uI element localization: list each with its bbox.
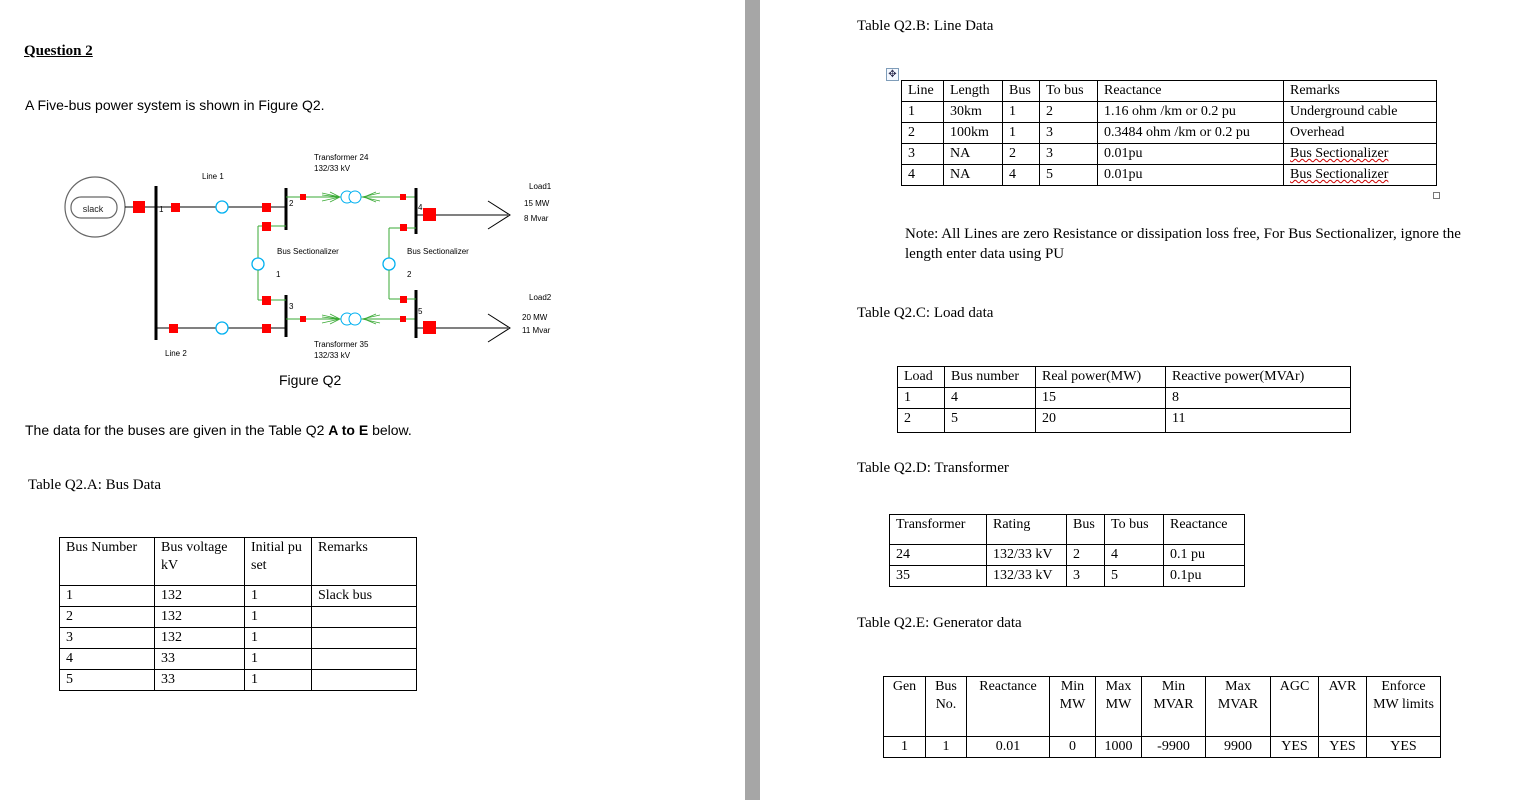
data-note-pre: The data for the buses are given in the Table Q2 [25,422,329,438]
table-row [60,628,417,649]
data-note-post: below. [368,422,412,438]
table-cell: 0.01pu [1098,165,1284,186]
breaker [423,208,436,221]
table-cell: 0.1pu [1164,566,1245,587]
bus-data-table [59,537,417,691]
table-cell: 1 [245,649,312,670]
table-cell: 132 [155,607,245,628]
five-bus-diagram [55,145,575,375]
table-cell: 0 [1050,737,1096,758]
table-header-cell: Min MVAR [1142,677,1206,737]
load-1-name: Load1 [529,182,552,191]
table-cell: 8 [1166,388,1351,409]
transformer-table [889,514,1245,587]
table-header-cell: Line [902,81,944,102]
table-cell: 9900 [1206,737,1271,758]
sectionalizer-2-symbol [383,258,395,270]
table-a-title: Table Q2.A: Bus Data [28,477,162,493]
table-header-cell: Bus [1067,515,1105,545]
table-cell-text: Bus Sectionalizer [1290,146,1389,161]
breaker [400,296,407,303]
intro-text: A Five-bus power system is shown in Figure Q2. [25,97,325,113]
bus-3-number: 3 [289,302,294,311]
table-cell: 35 [890,566,987,587]
table-cell: 4 [945,388,1036,409]
table-header-cell: Bus Number [60,538,155,586]
table-cell [312,628,417,649]
breaker [262,222,271,231]
data-note-bold: A to E [328,422,369,438]
line-1-sectionalizer [216,201,228,213]
table-d-title: Table Q2.D: Transformer [857,460,1009,476]
table-header-cell: Remarks [312,538,417,586]
table-cell: 0.01pu [1098,144,1284,165]
table-header-cell: Max MW [1096,677,1142,737]
table-row [890,545,1245,566]
transformer-24-name: Transformer 24 [314,153,369,162]
page-gap [745,0,760,800]
table-cell: YES [1319,737,1367,758]
sectionalizer-1-symbol [252,258,264,270]
table-header-cell: Bus number [945,367,1036,388]
table-header-cell: Min MW [1050,677,1096,737]
table-cell: 4 [902,165,944,186]
bus-sectionalizer-2-number: 2 [407,270,412,279]
bus-1-number: 1 [159,205,164,214]
table-resize-handle[interactable] [1433,192,1440,199]
transformer-24-rating: 132/33 kV [314,164,351,173]
table-cell [1284,165,1437,186]
table-cell: 1 [245,628,312,649]
table-c-title: Table Q2.C: Load data [857,305,994,321]
table-cell [312,649,417,670]
table-header-cell: Load [898,367,945,388]
table-cell: 132 [155,628,245,649]
table-cell: 33 [155,670,245,691]
table-row [902,144,1437,165]
table-header-cell: Reactance [967,677,1050,737]
table-row [60,670,417,691]
table-header-cell: Bus voltage kV [155,538,245,586]
table-header-text: Initial pu set [251,540,302,573]
table-header-row [890,515,1245,545]
table-header-row [902,81,1437,102]
table-cell: 3 [1067,566,1105,587]
breaker [171,203,180,212]
table-cell: Slack bus [312,586,417,607]
table-cell-text: Bus Sectionalizer [1290,167,1389,182]
table-header-row [898,367,1351,388]
table-row [890,566,1245,587]
table-header-cell: AVR [1319,677,1367,737]
table-row [902,165,1437,186]
transformer-35-name: Transformer 35 [314,340,369,349]
breaker [262,203,271,212]
table-cell: 1 [926,737,967,758]
table-header-cell: Reactance [1098,81,1284,102]
table-cell: 5 [60,670,155,691]
table-header-cell: Reactance [1164,515,1245,545]
load-2-mvar: 11 Mvar [522,326,551,335]
table-cell: 15 [1036,388,1166,409]
bus-sectionalizer-1-label: Bus Sectionalizer [277,247,339,256]
load-1-mvar: 8 Mvar [524,214,549,223]
table-cell: NA [944,144,1003,165]
table-cell: 1 [245,586,312,607]
table-cell: 132 [155,586,245,607]
table-header-cell: Bus No. [926,677,967,737]
table-cell: 1 [1003,123,1040,144]
bus-2-number: 2 [289,199,294,208]
table-b-title: Table Q2.B: Line Data [857,18,994,34]
table-cell: 1 [884,737,926,758]
line-note: Note: All Lines are zero Resistance or dissipation loss free, For Bus Sectionalizer, ignore the length enter data using PU [905,226,1461,262]
table-cell: 3 [902,144,944,165]
table-cell: YES [1367,737,1441,758]
table-cell: 1 [245,670,312,691]
breaker [133,201,145,213]
figure-caption: Figure Q2 [279,372,342,388]
table-cell: 0.3484 ohm /km or 0.2 pu [1098,123,1284,144]
table-cell: 20 [1036,409,1166,433]
table-cell: 24 [890,545,987,566]
slack-label: slack [82,204,104,214]
table-cell: 100km [944,123,1003,144]
table-cell: 132/33 kV [987,545,1067,566]
table-header-cell: To bus [1040,81,1098,102]
line-2-label: Line 2 [165,349,187,358]
table-cell: 1 [898,388,945,409]
table-cell [312,607,417,628]
table-header-cell: AGC [1271,677,1319,737]
table-header-cell: Transformer [890,515,987,545]
table-e-title: Table Q2.E: Generator data [857,615,1022,631]
table-header-cell: Rating [987,515,1067,545]
table-header-cell: Gen [884,677,926,737]
table-cell: 1 [1003,102,1040,123]
table-cell: 33 [155,649,245,670]
table-row [60,586,417,607]
table-cell: NA [944,165,1003,186]
table-header-cell: Reactive power(MVAr) [1166,367,1351,388]
table-cell: 4 [60,649,155,670]
table-header-cell: Max MVAR [1206,677,1271,737]
breaker [300,316,306,322]
table-cell: 3 [1040,123,1098,144]
bus-4-number: 4 [418,203,423,212]
breaker [423,321,436,334]
table-row [902,123,1437,144]
table-cell: 1 [245,607,312,628]
left-page [0,0,745,800]
table-header-cell: Enforce MW limits [1367,677,1441,737]
table-cell: 2 [902,123,944,144]
table-cell [1284,144,1437,165]
table-cell: 132/33 kV [987,566,1067,587]
line-1-label: Line 1 [202,172,224,181]
bus-sectionalizer-1-number: 1 [276,270,281,279]
breaker [400,316,406,322]
generator-table [883,676,1441,758]
table-cell: Overhead [1284,123,1437,144]
table-cell: 1 [60,586,155,607]
table-cell: 4 [1003,165,1040,186]
table-cell: 5 [1040,165,1098,186]
table-cell: 5 [1105,566,1164,587]
table-header-cell: Real power(MW) [1036,367,1166,388]
question-title: Question 2 [24,43,93,59]
table-header-row [884,677,1441,737]
breaker [262,296,271,305]
table-cell: 2 [1067,545,1105,566]
table-cell: 0.01 [967,737,1050,758]
breaker [400,194,406,200]
table-cell: 2 [1040,102,1098,123]
table-header-cell: Length [944,81,1003,102]
data-note [25,422,412,438]
breaker [262,324,271,333]
table-cell: 11 [1166,409,1351,433]
table-cell: 2 [60,607,155,628]
table-header-cell: To bus [1105,515,1164,545]
table-cell: 3 [60,628,155,649]
table-header-cell [245,538,312,586]
table-row [60,607,417,628]
table-cell: Underground cable [1284,102,1437,123]
bus-5-number: 5 [418,307,423,316]
transformer-35-rating: 132/33 kV [314,351,351,360]
load-2-mw: 20 MW [522,313,548,322]
table-cell: 30km [944,102,1003,123]
table-row [902,102,1437,123]
table-row [898,388,1351,409]
table-cell: YES [1271,737,1319,758]
breaker [300,194,306,200]
table-cell: 2 [898,409,945,433]
table-cell: 5 [945,409,1036,433]
table-header-cell: Remarks [1284,81,1437,102]
table-cell: 4 [1105,545,1164,566]
table-cell: 0.1 pu [1164,545,1245,566]
table-cell: 1000 [1096,737,1142,758]
table-row [884,737,1441,758]
table-cell: 1 [902,102,944,123]
table-cell [312,670,417,691]
breaker [169,324,178,333]
breaker [400,224,407,231]
load-2-name: Load2 [529,293,552,302]
table-row [898,409,1351,433]
load-1-mw: 15 MW [524,199,550,208]
load-data-table [897,366,1351,433]
table-header-row [60,538,417,586]
line-2-sectionalizer [216,322,228,334]
table-header-cell: Bus [1003,81,1040,102]
move-cross-icon[interactable]: ✥ [886,68,899,81]
table-cell: -9900 [1142,737,1206,758]
table-cell: 2 [1003,144,1040,165]
table-cell: 3 [1040,144,1098,165]
table-row [60,649,417,670]
table-cell: 1.16 ohm /km or 0.2 pu [1098,102,1284,123]
bus-sectionalizer-2-label: Bus Sectionalizer [407,247,469,256]
line-data-table [901,80,1437,186]
